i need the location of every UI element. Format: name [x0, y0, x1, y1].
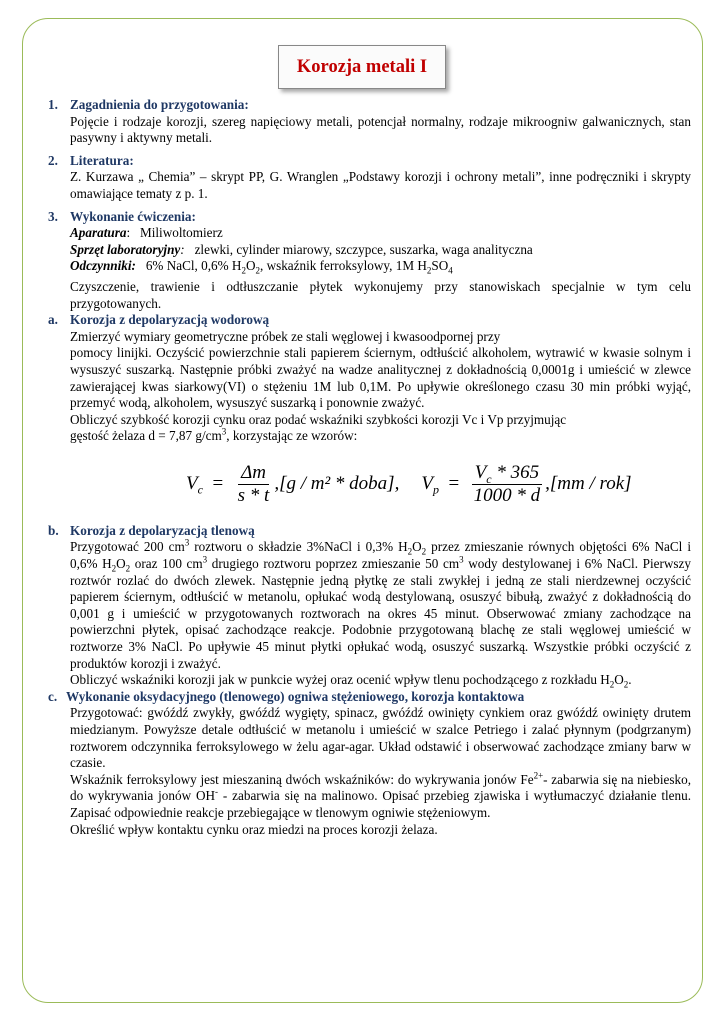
- page-title: Korozja metali I: [296, 56, 428, 77]
- sprzet-text: zlewki, cylinder miarowy, szczypce, suszarka, waga analityczna: [194, 241, 533, 257]
- corrosion-formulas: [186, 457, 691, 513]
- title-box: [278, 45, 446, 89]
- aparatura-label: Aparatura: [70, 225, 127, 241]
- subsection-a-calc2: gęstość żelaza d = 7,87 $g/cm^3$, korzystając ze wzorów:: [70, 426, 358, 444]
- subsection-c-para2: Wskaźnik ferroksylowy jest mieszaniną dwóch wskaźników: do wykrywania jonów $Fe^{2+}-$ zabarwia się na niebiesko, do wykrywania jonów OH- - zabarwia się na malinowo. Opisać przebieg zjawiska i wytłumaczyć działanie tlenu. Zapisać odpowiednie reakcje przebiegające w tlenowym ogniwie stężeniowym.: [70, 770, 691, 820]
- subsection-c-para3: Określić wpływ kontaktu cynku oraz miedzi na proces korozji żelaza.: [70, 821, 438, 837]
- subsection-b-last: Obliczyć wskaźniki korozji jak w punkcie wyżej oraz ocenić wpływ tlenu pochodzącego z rozkładu $H_2O_2$.: [70, 672, 632, 690]
- subsection-a-line1: Zmierzyć wymiary geometryczne próbek ze stali węglowej i kwasoodpornej przy: [70, 328, 501, 344]
- document-body: [48, 97, 691, 838]
- section-2-text: Z. Kurzawa „ Chemia” – skrypt PP, G. Wranglen „Podstawy korozji i ochrony metali”, inne podręczniki i skrypty omawiające tematy z p. 1.: [70, 169, 691, 201]
- formula-vc: $V_c$ = $\frac{\Delta m}{s * t}$ ,[g / m² * doba],: [186, 462, 400, 507]
- odczynniki-label: Odczynniki:: [70, 258, 136, 274]
- section-1-text: Pojęcie i rodzaje korozji, szereg napięciowy metali, potencjał normalny, rodzaje mikroogniw galwanicznych, stan pasywny i aktywny metali.: [70, 113, 691, 146]
- section-1-heading: 1. Zagadnienia do przygotowania:: [48, 97, 249, 112]
- subsection-b-heading: b. Korozja z depolaryzacją tlenową: [48, 522, 255, 538]
- section-2-heading: 2. Literatura:: [48, 152, 134, 168]
- subsection-a-para: pomocy linijki. Oczyścić powierzchnie stali papierem ściernym, odtłuścić alkoholem, wytrawić w kwasie solnym i wysuszyć suszarką. Następnie próbki zważyć na wadze analitycznej z dokładnością 0,0001g i umieścić w zlewce zawierającej kwas siarkowy(VI) o stężeniu 1M lub 0,1M. Po upływie określonego czasu 30 min próbki wyjąć, przemyć wodą, alkoholem, wysuszyć suszarką i ponownie zważyć.: [70, 345, 691, 411]
- subsection-c-para1: Przygotować: gwóźdź zwykły, gwóźdź wygięty, spinacz, gwóźdź owinięty cynkiem oraz gwóźdź owinięty drutem miedzianym. Powyższe detale odtłuścić w metanolu i umieścić w szalce Petriego i zalać płynnym (podgrzanym) roztworem odczynnika ferroksylowego w żelu agar-agar. Układ odstawić i obserwować zachodzące zmiany barw w czasie.: [70, 705, 691, 771]
- sprzet-label: Sprzęt laboratoryjny: [70, 241, 181, 257]
- subsection-a-heading: a. Korozja z depolaryzacją wodorową: [48, 312, 270, 328]
- subsection-a-calc1: Obliczyć szybkość korozji cynku oraz podać wskaźniki szybkości korozji Vc i Vp przyjmując: [70, 411, 567, 427]
- section-3-intro: Czyszczenie, trawienie i odtłuszczanie płytek wykonujemy przy stanowiskach specjalnie w tym celu przygotowanych.: [70, 278, 691, 311]
- formula-vp: $V_p$ = $\frac{V_c * 365}{1000 * d}$ ,[mm / rok]: [421, 462, 632, 507]
- sprzet-line: Sprzęt laboratoryjny: zlewki, cylinder miarowy, szczypce, suszarka, waga analityczna: [70, 241, 533, 257]
- odczynniki-line: Odczynniki: 6% NaCl, 0,6% $H_2O_2$, wskaźnik ferroksylowy, 1M $H_2SO_4$: [70, 258, 453, 276]
- aparatura-line: Aparatura: Miliwoltomierz: [70, 225, 223, 241]
- aparatura-text: Miliwoltomierz: [140, 225, 223, 241]
- subsection-b-para: Przygotować 200 $cm^3$ roztworu o składzie 3%NaCl i 0,3% $H_2O_2$ przez zmieszanie równych objętości 6% NaCl i 0,6% $H_2O_2$ oraz 100 $cm^3$ drugiego roztworu poprzez zmieszanie 50 $cm^3$ wody destylowanej i 6% NaCl. Pierwszy roztwór rozlać do dwóch zlewek. Następnie jedną płytkę ze stali zwykłej i jedną ze stali nierdzewnej oczyścić papierem ściernym, odtłuścić w metanolu, opłukać wodą destylowaną, osuszyć bibułą, zważyć z dokładnością do 0,001 g i umieścić w przygotowanych roztworach na okres 45 minut. Obserwować zmiany zachodzące na powierzchni płytek, opisać zachodzące reakcje. Podobnie przygotowaną blachę ze stali węglowej umieścić w roztworze 3% NaCl. Po upływie 45 minut płytki opłukać wodą, osuszyć suszarką. Wszystkie próbki oczyścić z produktów korozji i zważyć.: [70, 538, 692, 671]
- section-3-heading: 3. Wykonanie ćwiczenia:: [48, 208, 196, 224]
- subsection-c-heading: c. Wykonanie oksydacyjnego (tlenowego) ogniwa stężeniowego, korozja kontaktowa: [48, 688, 525, 704]
